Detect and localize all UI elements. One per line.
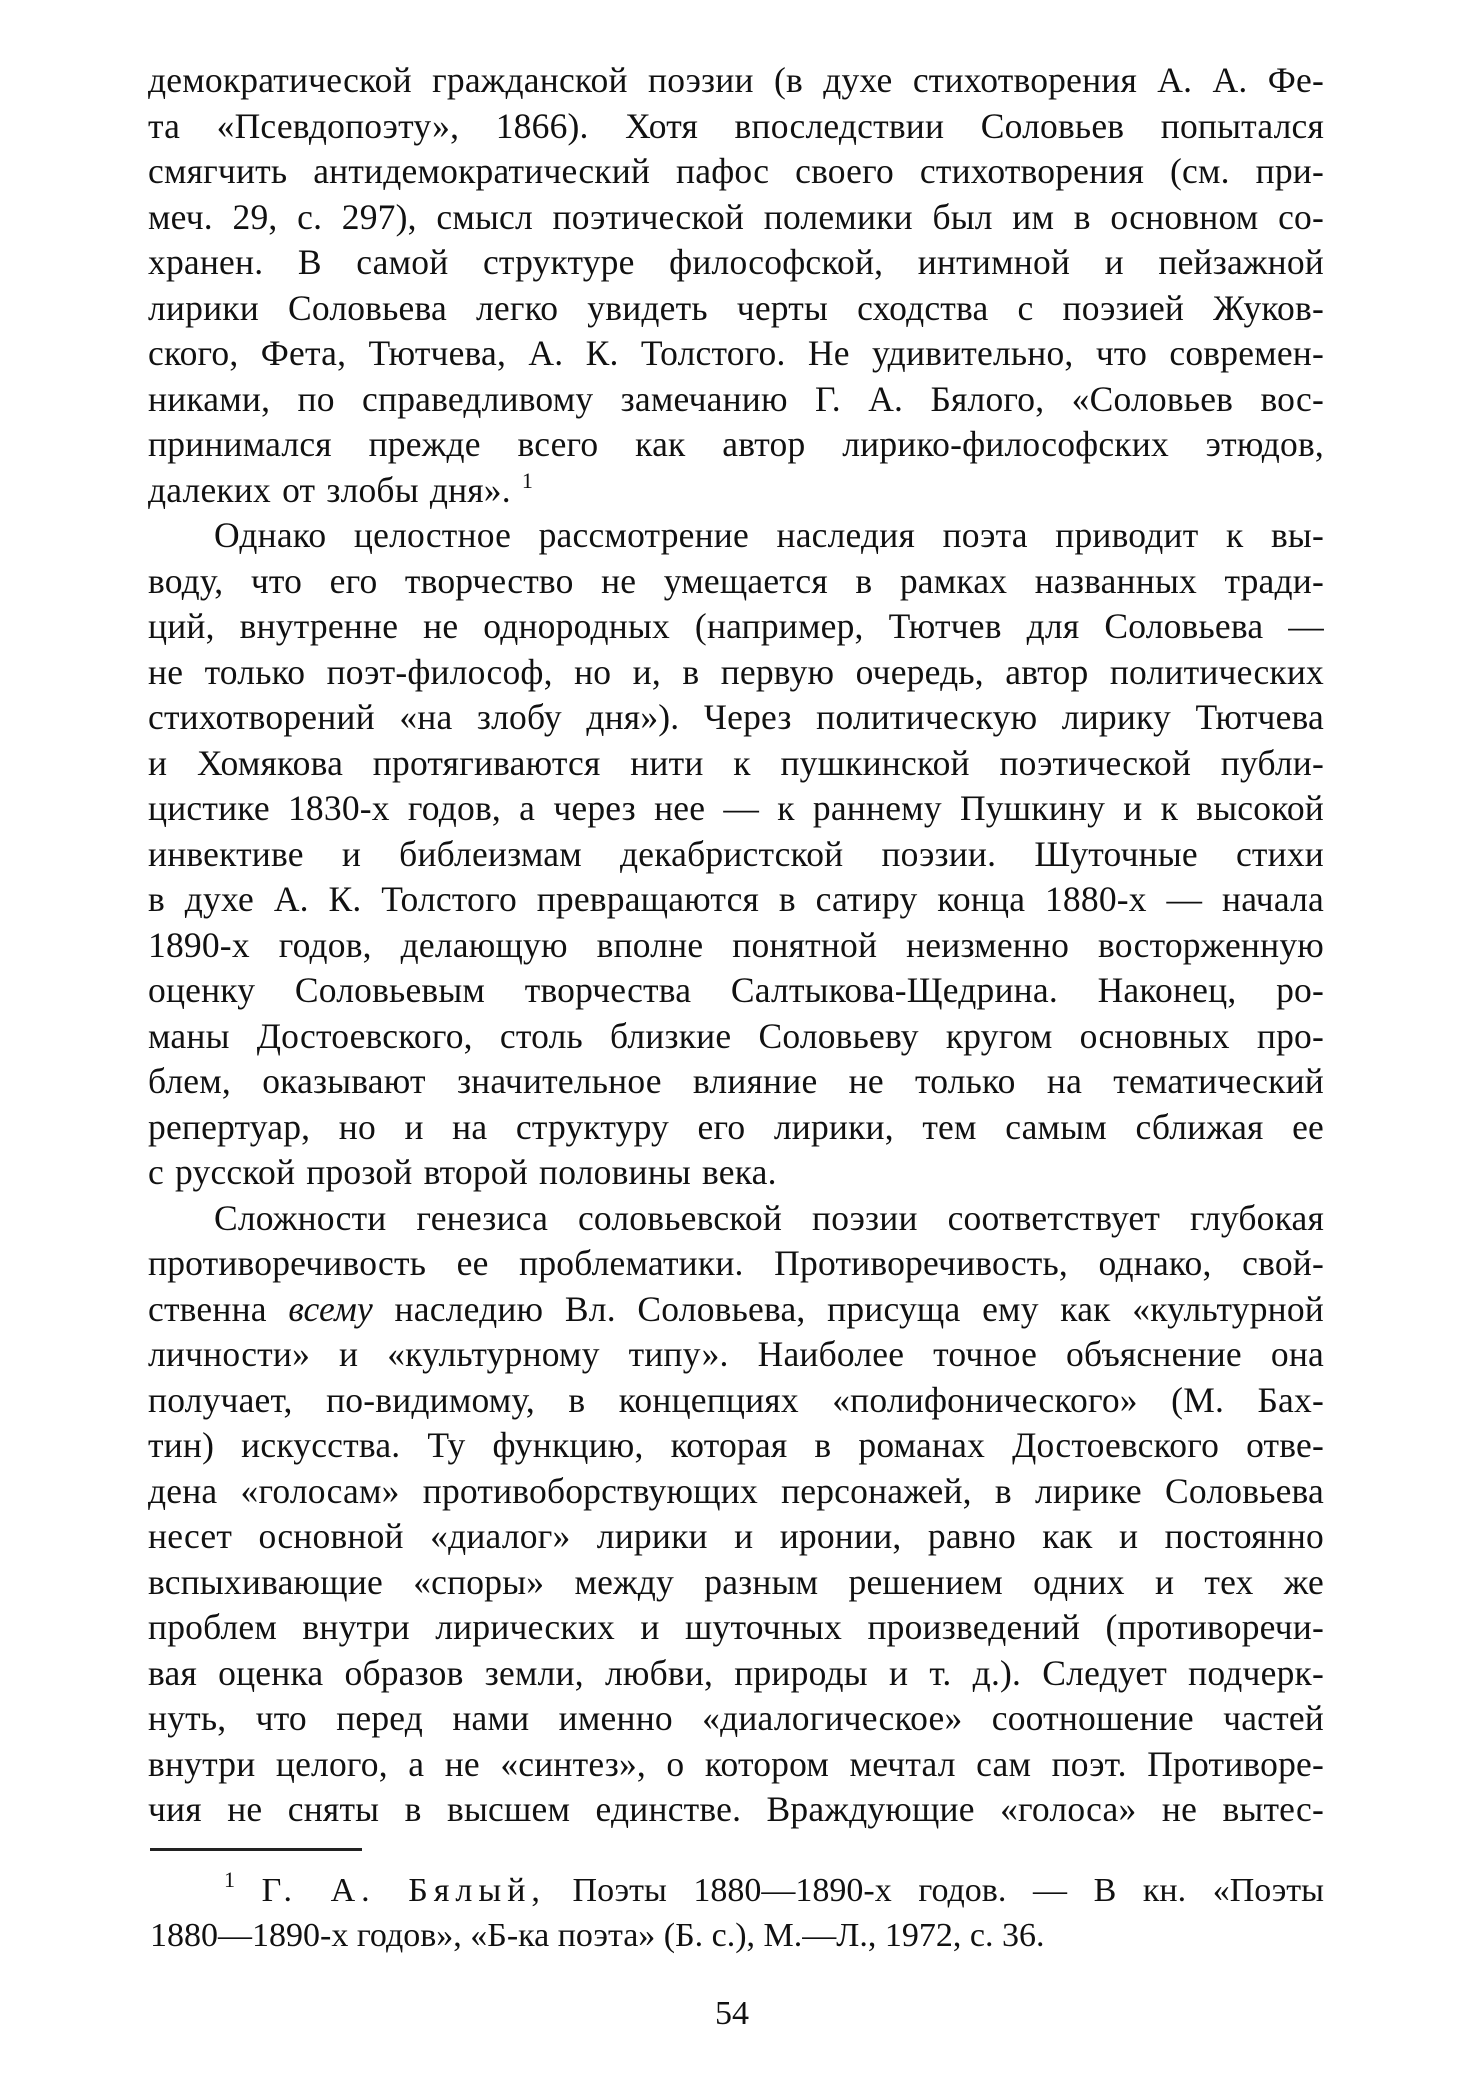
text-line: внутри целого, а не «синтез», о котором мечтал сам поэт. Противоре- [148,1743,1324,1784]
emphasis: всему [288,1288,373,1329]
text-line: блем, оказывают значительное влияние не только на тематический [148,1061,1324,1101]
paragraph [148,58,1324,513]
text-line: в духе А. К. Толстого превращаются в сатиру конца 1880-х — начала [148,879,1324,919]
footnote-marker: 1 [224,1867,235,1892]
text-line: ций, внутренне не однородных (например, Тютчев для Соловьева — [148,606,1324,646]
footnote-divider [150,1848,362,1851]
text-line: инвективе и библеизмам декабристской поэзии. Шуточные стихи [148,833,1324,874]
text-line: противоречивость ее проблематики. Противоречивость, однако, свой- [148,1243,1324,1283]
text-line: Сложности генезиса соловьевской поэзии соответствует глубокая [214,1197,1324,1238]
footnote [150,1868,1324,1958]
text-line: та «Псевдопоэту», 1866). Хотя впоследствии Соловьев попытался [148,105,1324,146]
text-line: несет основной «диалог» лирики и иронии, равно как и постоянно [148,1516,1324,1556]
text-line: личности» и «культурному типу». Наиболее точное объяснение она [148,1334,1324,1374]
text-line: принимался прежде всего как автор лирико-философских этюдов, [148,424,1324,464]
text-line: Однако целостное рассмотрение наследия поэта приводит к вы- [214,515,1324,555]
text-line: меч. 29, с. 297), смысл поэтической полемики был им в основном со- [148,196,1324,237]
text-line: смягчить антидемократический пафос своего стихотворения (см. при- [148,151,1324,191]
text-line: маны Достоевского, столь близкие Соловьеву кругом основных про- [148,1015,1324,1056]
text-line: оценку Соловьевым творчества Салтыкова-Щедрина. Наконец, ро- [148,970,1324,1010]
text-line: цистике 1830-х годов, а через нее — к раннему Пушкину и к высокой [148,788,1324,828]
text-line: с русской прозой второй половины века. [148,1152,777,1192]
text-line: хранен. В самой структуре философской, интимной и пейзажной [148,242,1324,282]
footnote-reference: 1 [521,467,534,493]
text-line: никами, по справедливому замечанию Г. А. Бялого, «Соловьев вос- [148,378,1324,419]
text-line: демократической гражданской поэзии (в духе стихотворения А. А. Фе- [148,60,1324,100]
text-line: и Хомякова протягиваются нити к пушкинской поэтической публи- [148,742,1324,783]
text-line: не только поэт-философ, но и, в первую очередь, автор политических [148,651,1324,692]
paragraph [148,1196,1324,1833]
text-line: 1890-х годов, делающую вполне понятной неизменно восторженную [148,924,1324,965]
text-line: нуть, что перед нами именно «диалогическое» соотношение частей [148,1698,1324,1738]
text-line: получает, по-видимому, в концепциях «полифонического» (М. Бах- [148,1379,1324,1420]
text-line: воду, что его творчество не умещается в рамках названных тради- [148,560,1324,601]
footnote-line-1 [150,1868,1324,1913]
footnote-line-2: 1880—1890-х годов», «Б-ка поэта» (Б. с.), М.—Л., 1972, с. 36. [150,1917,1045,1954]
text-line: далеких от злобы дня». $^1$ [148,467,534,510]
text-line: чия не сняты в высшем единстве. Враждующие «голоса» не вытес- [148,1789,1324,1829]
paragraph [148,513,1324,1196]
footnote-author: Г. А. Бялый, [261,1872,546,1909]
text-line: тин) искусства. Ту функцию, которая в романах Достоевского отве- [148,1425,1324,1465]
text-line: репертуар, но и на структуру его лирики, тем самым сближая ее [148,1106,1324,1147]
text-line: проблем внутри лирических и шуточных произведений (противоречи- [148,1607,1324,1647]
footnote-text: Поэты 1880—1890-х годов. — В кн. «Поэты [572,1872,1325,1909]
text-line: вспыхивающие «споры» между разным решением одних и тех же [148,1561,1324,1602]
text-line: дена «голосам» противоборствующих персонажей, в лирике Соловьева [148,1470,1324,1511]
text-line: ского, Фета, Тютчева, А. К. Толстого. Не удивительно, что современ- [148,333,1324,373]
page-body [148,58,1324,1833]
text-line: ственна всему наследию Вл. Соловьева, присуща ему как «культурной [148,1288,1324,1329]
text-line: вая оценка образов земли, любви, природы и т. д.). Следует подчерк- [148,1652,1324,1693]
text-line: стихотворений «на злобу дня»). Через политическую лирику Тютчева [148,697,1324,737]
page-number: 54 [715,1995,749,2032]
text-line: лирики Соловьева легко увидеть черты сходства с поэзией Жуков- [148,287,1324,328]
